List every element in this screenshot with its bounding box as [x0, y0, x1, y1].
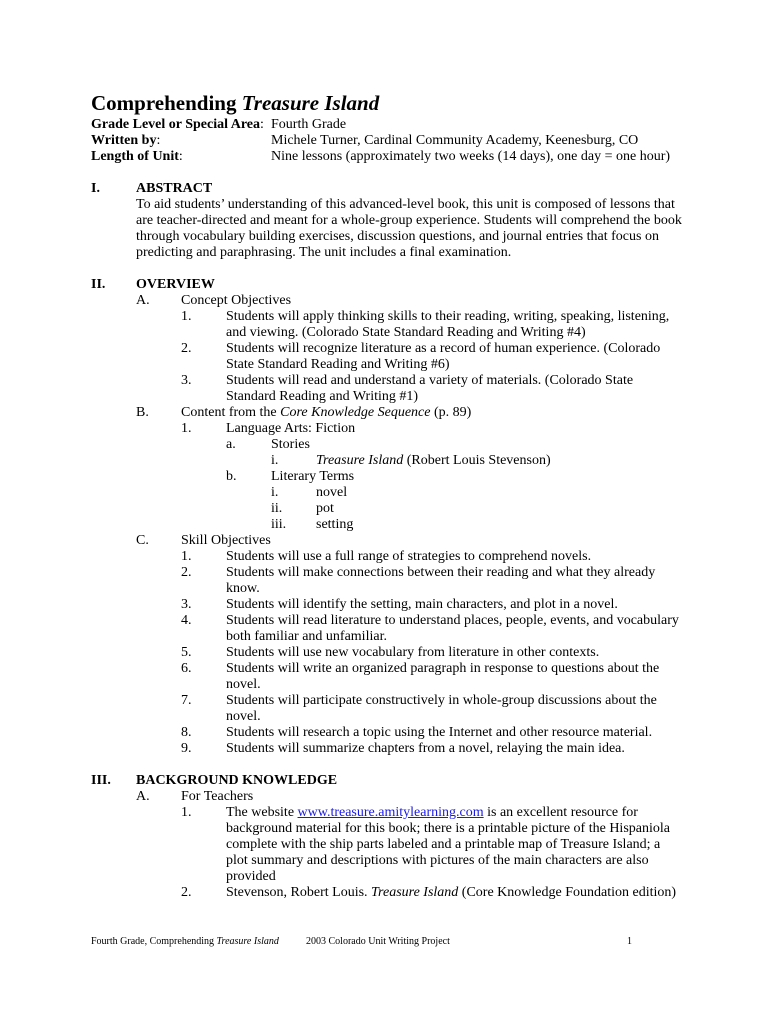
list-item-number: 1.: [181, 805, 192, 820]
list-item-number: 3.: [181, 373, 192, 388]
website-intro: The website: [226, 805, 298, 820]
list-item-text: Students will identify the setting, main characters, and plot in a novel.: [226, 597, 618, 612]
list-item-text: Students will research a topic using the Internet and other resource material.: [226, 725, 653, 740]
subsection-b-text: Content from the: [181, 405, 281, 420]
abstract-line: predicting and paraphrasing. The unit includes a final examination.: [136, 245, 512, 260]
citation-edition: (Core Knowledge Foundation edition): [458, 885, 677, 900]
title-book-name: Treasure Island: [241, 91, 380, 115]
meta-value: Fourth Grade: [271, 117, 347, 132]
meta-colon: :: [260, 117, 264, 132]
document-title: [91, 90, 379, 116]
subsection-b-label: B.: [136, 405, 149, 420]
list-item-text: Students will apply thinking skills to their reading, writing, speaking, listening,: [226, 309, 670, 324]
list-item-text: background material for this book; there is a printable picture of the Hispaniola: [226, 821, 670, 836]
list-item-number: 6.: [181, 661, 192, 676]
list-item-text: know.: [226, 581, 260, 596]
list-item-letter: b.: [226, 469, 237, 484]
list-item-text: Students will read and understand a variety of materials. (Colorado State: [226, 373, 634, 388]
subsection-c-title: Skill Objectives: [181, 533, 271, 548]
book-title: Treasure Island: [316, 453, 404, 468]
page-number: 1: [627, 936, 632, 947]
list-item-text: Students will read literature to understand places, people, events, and vocabulary: [226, 613, 679, 628]
meta-colon: :: [178, 149, 183, 164]
footer-grade: Fourth Grade, Comprehending: [91, 936, 217, 947]
list-item-number: 1.: [181, 421, 192, 436]
list-item-text: Literary Terms: [271, 469, 355, 484]
footer-center: 2003 Colorado Unit Writing Project: [306, 936, 450, 947]
meta-label: Grade Level or Special Area: [91, 117, 261, 132]
list-item-text: Students will participate constructively in whole-group discussions about the: [226, 693, 657, 708]
list-item-text: Students will recognize literature as a record of human experience. (Colorado: [226, 341, 661, 356]
list-item-roman: i.: [271, 453, 279, 468]
meta-written-by: [91, 133, 639, 149]
list-item-roman: ii.: [271, 501, 283, 516]
meta-grade-level: [91, 117, 347, 133]
list-item-number: 8.: [181, 725, 192, 740]
section-3-number: III.: [91, 773, 111, 788]
abstract-line: are teacher-directed and meant for a whole-group experience. Students will comprehend the book: [136, 213, 682, 228]
list-item-text: provided: [226, 869, 276, 884]
list-item-text: [226, 805, 638, 821]
citation-title: Treasure Island: [371, 885, 459, 900]
list-item-number: 5.: [181, 645, 192, 660]
list-item-text: novel: [316, 485, 348, 500]
list-item-text: Students will write an organized paragraph in response to questions about the: [226, 661, 660, 676]
list-item-number: 1.: [181, 309, 192, 324]
list-item-letter: a.: [226, 437, 236, 452]
title-text: Comprehending: [91, 91, 242, 115]
footer-left: [91, 936, 279, 948]
list-item-text: novel.: [226, 677, 261, 692]
core-knowledge-title: Core Knowledge Sequence: [280, 405, 431, 420]
section-2-heading: OVERVIEW: [136, 277, 215, 292]
list-item-text: both familiar and unfamiliar.: [226, 629, 387, 644]
list-item-roman: iii.: [271, 517, 287, 532]
list-item-text: Students will use new vocabulary from literature in other contexts.: [226, 645, 600, 660]
section-3-heading: BACKGROUND KNOWLEDGE: [136, 773, 338, 788]
list-item-text: plot summary and descriptions with pictures of the main characters are also: [226, 853, 649, 868]
abstract-line: through vocabulary building exercises, discussion questions, and journal entries that focus on: [136, 229, 659, 244]
list-item-number: 9.: [181, 741, 192, 756]
subsection-a-label: A.: [136, 789, 150, 804]
list-item-text: State Standard Reading and Writing #6): [226, 357, 450, 372]
citation-author: Stevenson, Robert Louis.: [226, 885, 372, 900]
section-1-heading: ABSTRACT: [136, 181, 213, 196]
website-description: is an excellent resource for: [483, 805, 638, 820]
list-item-text: and viewing. (Colorado State Standard Reading and Writing #4): [226, 325, 586, 340]
list-item-number: 1.: [181, 549, 192, 564]
meta-colon: :: [156, 133, 161, 148]
subsection-b-page-ref: (p. 89): [430, 405, 472, 420]
book-author: (Robert Louis Stevenson): [403, 453, 551, 468]
meta-label: Written by: [91, 133, 157, 148]
list-item-number: 2.: [181, 341, 192, 356]
list-item-text: Students will make connections between their reading and what they already: [226, 565, 656, 580]
subsection-a-label: A.: [136, 293, 150, 308]
list-item-number: 2.: [181, 565, 192, 580]
meta-value: Nine lessons (approximately two weeks (14 days), one day = one hour): [271, 149, 671, 164]
list-item-text: novel.: [226, 709, 261, 724]
footer-book-title: Treasure Island: [216, 936, 279, 947]
list-item-number: 3.: [181, 597, 192, 612]
list-item-number: 7.: [181, 693, 192, 708]
subsection-c-label: C.: [136, 533, 149, 548]
list-item-text: complete with the ship parts labeled and a printable map of Treasure Island; a: [226, 837, 661, 852]
list-item-text: Students will summarize chapters from a novel, relaying the main idea.: [226, 741, 625, 756]
meta-value: Michele Turner, Cardinal Community Academy, Keenesburg, CO: [271, 133, 639, 148]
website-link[interactable]: www.treasure.amitylearning.com: [297, 805, 484, 820]
section-2-number: II.: [91, 277, 106, 292]
list-item-text: setting: [316, 517, 354, 532]
meta-length-of-unit: [91, 149, 671, 165]
subsection-b-title: [181, 405, 471, 421]
list-item-number: 4.: [181, 613, 192, 628]
list-item-text: Stories: [271, 437, 310, 452]
meta-label: Length of Unit: [91, 149, 179, 164]
list-item-number: 2.: [181, 885, 192, 900]
list-item-text: pot: [316, 501, 334, 516]
section-1-number: I.: [91, 181, 100, 196]
list-item-text: Standard Reading and Writing #1): [226, 389, 419, 404]
list-item-text: Students will use a full range of strategies to comprehend novels.: [226, 549, 592, 564]
list-item-text: [226, 885, 676, 901]
list-item-text: Language Arts: Fiction: [226, 421, 356, 436]
subsection-a-title: For Teachers: [181, 789, 254, 804]
list-item-roman: i.: [271, 485, 279, 500]
abstract-line: To aid students’ understanding of this advanced-level book, this unit is composed of lessons that: [136, 197, 675, 212]
subsection-a-title: Concept Objectives: [181, 293, 292, 308]
list-item-text: [316, 453, 551, 469]
